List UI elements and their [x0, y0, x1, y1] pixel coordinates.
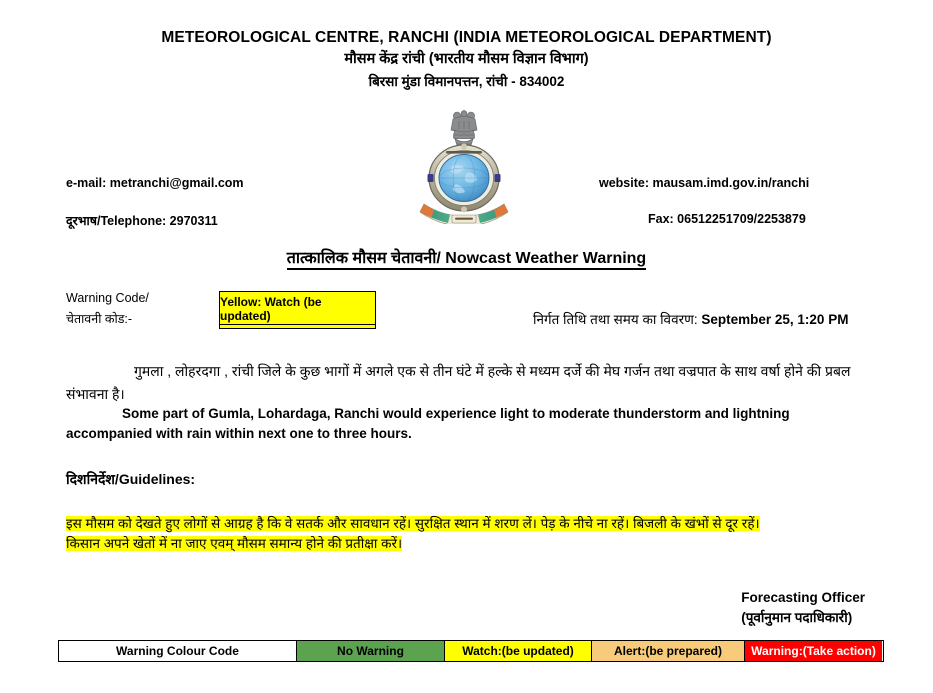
guidelines-line-1: इस मौसम को देखते हुए लोगों से आग्रह है कि वे सतर्क और सावधान रहें। सुरक्षित स्थान में शरण लें। पेड़ के नीचे ना रहें। बिजली के खंभों से दूर रहें।: [66, 516, 760, 531]
imd-emblem: [412, 104, 516, 224]
guidelines-line-2: किसान अपने खेतों में ना जाए एवम् मौसम समान्य होने की प्रतीक्षा करें।: [66, 535, 403, 551]
website-address: website: mausam.imd.gov.in/ranchi: [599, 176, 810, 190]
document-header: [0, 0, 933, 92]
organization-address: बिरसा मुंडा विमानपत्तन, रांची - 834002: [368, 74, 565, 90]
issue-datetime-value: September 25, 1:20 PM: [701, 312, 849, 327]
warning-code-badge: [219, 291, 376, 329]
signatory-title-english: Forecasting Officer: [741, 590, 865, 605]
legend-cell-2: [445, 641, 592, 661]
issue-datetime-label: निर्गत तिथि तथा समय का विवरण:: [533, 312, 698, 327]
organization-name-english: METEOROLOGICAL CENTRE, RANCHI (INDIA METEOROLOGICAL DEPARTMENT): [161, 29, 772, 46]
warning-colour-code-legend: [58, 640, 884, 662]
warning-text-hindi: गुमला , लोहरदगा , रांची जिले के कुछ भागों में अगले एक से तीन घंटे में हल्के से मध्यम दर्जे की मेघ गर्जन तथा वज्रपात के साथ वर्षा होने की प्रबल संभावना है।: [66, 363, 851, 402]
email-address: e-mail: metranchi@gmail.com: [66, 176, 244, 190]
warning-code-label: [66, 288, 149, 331]
fax-number: Fax: 06512251709/2253879: [648, 212, 806, 226]
telephone-number: दूरभाष/Telephone: 2970311: [66, 214, 218, 228]
legend-cell-1: [297, 641, 445, 661]
signature-block: [741, 588, 865, 629]
organization-name-hindi: मौसम केंद्र रांची (भारतीय मौसम विज्ञान विभाग): [344, 51, 589, 68]
guidelines-heading: दिशनिर्देश/Guidelines:: [66, 471, 196, 487]
page-title-text: तात्कालिक मौसम चेतावनी/ Nowcast Weather Warning: [287, 250, 646, 270]
signatory-title-hindi: (पूर्वानुमान पदाधिकारी): [741, 610, 853, 626]
legend-cell-label: Watch:(be updated): [462, 644, 574, 658]
issue-datetime: [533, 310, 848, 328]
guidelines-body: [66, 514, 878, 553]
legend-cell-label: Alert:(be prepared): [613, 644, 723, 658]
warning-code-label-hindi: चेतावनी कोड:-: [66, 312, 133, 327]
legend-cell-3: [592, 641, 745, 661]
legend-cell-label: No Warning: [337, 644, 404, 658]
warning-code-value: Yellow: Watch (be updated): [220, 295, 375, 326]
legend-cell-label: Warning:(Take action): [751, 644, 876, 658]
warning-text-english: Some part of Gumla, Lohardaga, Ranchi would experience light to moderate thunderstorm and lightning accompanied with rain within next one to three hours.: [66, 406, 790, 442]
legend-cell-4: [745, 641, 882, 661]
page-title: [0, 246, 933, 268]
legend-cell-0: [59, 641, 297, 661]
warning-code-label-english: Warning Code/: [66, 291, 149, 305]
legend-cell-label: Warning Colour Code: [116, 644, 239, 658]
